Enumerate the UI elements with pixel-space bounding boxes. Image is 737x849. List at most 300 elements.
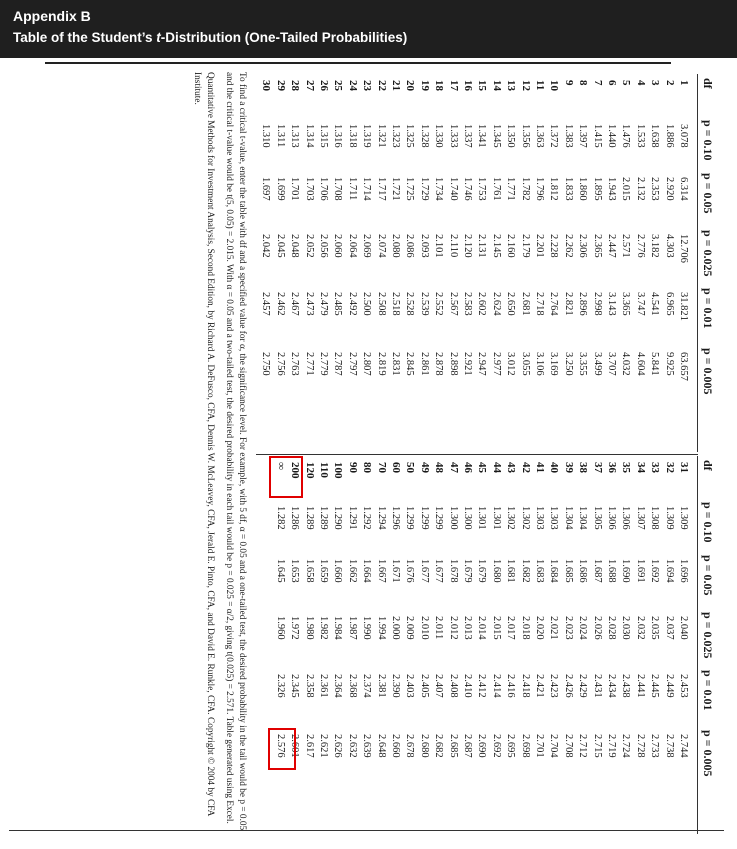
table-cell: 2.787 <box>332 352 344 376</box>
table-title: Table of the Student’s t-Distribution (One-Tailed Probabilities) <box>13 30 408 45</box>
df-cell: 43 <box>505 462 518 473</box>
table-cell: 2.306 <box>577 234 589 258</box>
table-cell: 1.301 <box>476 506 488 530</box>
column-header: p = 0.01 <box>701 670 715 711</box>
table-cell: 1.282 <box>274 506 286 530</box>
table-cell: 2.518 <box>390 292 401 316</box>
table-cell: 2.017 <box>505 616 517 640</box>
table-cell: 3.707 <box>606 352 617 376</box>
table-cell: 2.131 <box>476 234 488 258</box>
table-cell: 1.318 <box>346 124 358 148</box>
table-cell: 1.688 <box>606 559 617 583</box>
table-cell: 1.699 <box>274 177 286 201</box>
table-cell: 2.110 <box>447 234 459 258</box>
table-cell: 1.972 <box>289 616 301 640</box>
table-cell: 1.683 <box>534 559 545 583</box>
table-cell: 2.052 <box>303 234 315 258</box>
table-cell: 2.438 <box>620 674 632 698</box>
table-cell: 1.761 <box>490 177 502 201</box>
table-cell: 1.679 <box>476 559 488 583</box>
df-cell: 50 <box>404 462 417 473</box>
column-header: p = 0.01 <box>701 288 715 329</box>
table-cell: 3.012 <box>505 352 517 376</box>
appendix-label: Appendix B <box>13 8 91 24</box>
table-cell: 1.717 <box>375 177 387 201</box>
table-cell: 1.303 <box>534 506 545 530</box>
table-cell: 2.715 <box>591 734 603 758</box>
table-cell: 2.145 <box>490 234 502 258</box>
table-cell: 2.365 <box>591 234 603 258</box>
table-cell: 2.678 <box>404 734 416 758</box>
table-cell: 1.645 <box>274 559 286 583</box>
column-header: p = 0.05 <box>701 555 715 596</box>
table-cell: 2.040 <box>678 616 689 640</box>
column-divider <box>256 454 698 455</box>
df-cell: 100 <box>332 462 345 479</box>
table-cell: 1.682 <box>519 559 531 583</box>
table-cell: 1.701 <box>289 177 301 201</box>
table-cell: 2.449 <box>663 674 675 698</box>
table-cell: 4.032 <box>620 352 632 376</box>
table-cell: 1.314 <box>303 124 315 148</box>
table-cell: 2.431 <box>591 674 603 698</box>
df-cell: 16 <box>462 80 474 91</box>
table-cell: 2.750 <box>260 352 272 376</box>
table-cell: 2.724 <box>620 734 632 758</box>
table-cell: 1.356 <box>519 124 531 148</box>
table-cell: 1.692 <box>649 559 661 583</box>
table-cell: 4.303 <box>663 234 675 258</box>
table-cell: 2.617 <box>303 734 315 758</box>
df-cell: 24 <box>346 80 359 91</box>
table-cell: 3.182 <box>649 234 661 258</box>
highlight-infinity-df <box>269 456 303 498</box>
df-cell: 31 <box>678 462 690 473</box>
table-cell: 2.412 <box>476 674 488 698</box>
column-header: p = 0.005 <box>701 348 715 395</box>
table-cell: 2.390 <box>390 674 401 698</box>
table-cell: 2.358 <box>303 674 315 698</box>
df-cell: 6 <box>606 80 618 86</box>
table-cell: 3.078 <box>678 124 689 148</box>
table-cell: 31.821 <box>678 292 689 321</box>
table-cell: 2.947 <box>476 352 488 376</box>
table-cell: 2.467 <box>289 292 301 316</box>
table-cell: 2.045 <box>274 234 286 258</box>
table-cell: 2.345 <box>289 674 301 698</box>
table-cell: 2.080 <box>390 234 401 258</box>
table-cell: 1.333 <box>447 124 459 148</box>
table-cell: 2.407 <box>433 674 445 698</box>
df-cell: 17 <box>447 80 460 91</box>
df-cell: 11 <box>534 80 546 91</box>
table-cell: 2.764 <box>548 292 560 316</box>
df-cell: 18 <box>433 80 446 91</box>
table-cell: 3.055 <box>519 352 531 376</box>
table-cell: 2.771 <box>303 352 315 376</box>
table-cell: 1.638 <box>649 124 661 148</box>
df-cell: 3 <box>649 80 662 86</box>
df-cell: 47 <box>447 462 460 473</box>
table-cell: 1.440 <box>606 124 617 148</box>
table-cell: 1.301 <box>490 506 502 530</box>
table-cell: 1.677 <box>433 559 445 583</box>
table-cell: 2.011 <box>433 616 445 640</box>
table-cell: 1.684 <box>548 559 560 583</box>
table-cell: 1.690 <box>620 559 632 583</box>
table-cell: 2.508 <box>375 292 387 316</box>
table-cell: 1.299 <box>433 506 445 530</box>
df-cell: 4 <box>634 80 647 86</box>
highlight-critical-value <box>268 728 296 770</box>
df-cell: 34 <box>634 462 647 473</box>
table-cell: 2.361 <box>318 674 329 698</box>
table-cell: 2.462 <box>274 292 286 316</box>
table-cell: 2.353 <box>649 177 661 201</box>
table-cell: 1.302 <box>519 506 531 530</box>
table-cell: 2.035 <box>649 616 661 640</box>
table-cell: 2.012 <box>447 616 459 640</box>
table-cell: 2.418 <box>519 674 531 698</box>
table-cell: 2.998 <box>591 292 603 316</box>
table-cell: 1.415 <box>591 124 603 148</box>
table-cell: 2.021 <box>548 616 560 640</box>
table-cell: 2.626 <box>332 734 344 758</box>
table-cell: 3.499 <box>591 352 603 376</box>
df-cell: 32 <box>663 462 676 473</box>
table-cell: 2.624 <box>490 292 502 316</box>
table-cell: 2.429 <box>577 674 589 698</box>
table-cell: 2.756 <box>274 352 286 376</box>
table-cell: 2.364 <box>332 674 344 698</box>
table-cell: 2.023 <box>562 616 574 640</box>
table-cell: 1.296 <box>390 506 401 530</box>
table-cell: 2.024 <box>577 616 589 640</box>
table-cell: 2.648 <box>375 734 387 758</box>
df-cell: 1 <box>678 80 690 86</box>
table-cell: 3.365 <box>620 292 632 316</box>
table-cell: 2.132 <box>634 177 646 201</box>
table-cell: 1.691 <box>634 559 646 583</box>
header-rule <box>697 74 698 452</box>
table-cell: 2.014 <box>476 616 488 640</box>
table-cell: 1.341 <box>476 124 488 148</box>
table-cell: 1.305 <box>591 506 603 530</box>
table-cell: 1.299 <box>418 506 430 530</box>
table-cell: 2.262 <box>562 234 574 258</box>
top-rule <box>45 62 671 64</box>
table-cell: 1.653 <box>289 559 301 583</box>
table-cell: 2.685 <box>447 734 459 758</box>
table-cell: 2.896 <box>577 292 589 316</box>
table-cell: 2.426 <box>562 674 574 698</box>
table-cell: 1.984 <box>332 616 344 640</box>
column-header: p = 0.10 <box>701 502 715 543</box>
table-cell: 1.679 <box>462 559 473 583</box>
table-cell: 2.421 <box>534 674 545 698</box>
table-cell: 1.706 <box>318 177 329 201</box>
table-cell: 1.304 <box>562 506 574 530</box>
table-cell: 2.660 <box>390 734 401 758</box>
df-cell: 40 <box>548 462 561 473</box>
df-cell: 9 <box>562 80 575 86</box>
table-cell: 1.300 <box>462 506 473 530</box>
table-cell: 1.321 <box>375 124 387 148</box>
table-cell: 3.106 <box>534 352 545 376</box>
table-cell: 2.738 <box>663 734 675 758</box>
table-cell: 2.048 <box>289 234 301 258</box>
df-cell: 23 <box>361 80 374 91</box>
table-cell: 1.982 <box>318 616 329 640</box>
df-cell: 45 <box>476 462 489 473</box>
df-cell: 20 <box>404 80 417 91</box>
df-cell: 10 <box>548 80 561 91</box>
table-cell: 2.381 <box>375 674 387 698</box>
table-cell: 2.712 <box>577 734 589 758</box>
table-cell: 2.179 <box>519 234 531 258</box>
header-rule <box>697 456 698 834</box>
table-cell: 1.311 <box>274 124 286 148</box>
table-cell: 12.706 <box>678 234 689 263</box>
df-cell: 33 <box>649 462 662 473</box>
table-cell: 2.695 <box>505 734 517 758</box>
footnote-instructions: To find a critical t-value, enter the table with df and a specified value for α, the significance level. For example, with 5 df, α = 0.05 and a one-tailed test, the desired probability in the tail would be p = 0.05 and the critical t-value would be t(5, 0.05) = 2.015. With α = 0.05 and a two-tailed test, the desired probability in each tail would be p = 0.025 = α/2, giving t(0.025) = 2.571. Table generated using Excel. <box>224 72 247 831</box>
df-cell: 200 <box>289 462 302 479</box>
table-cell: 1.323 <box>390 124 401 148</box>
table-cell: 2.473 <box>303 292 315 316</box>
table-cell: 1.330 <box>433 124 445 148</box>
table-cell: 1.994 <box>375 616 387 640</box>
table-cell: 2.201 <box>534 234 545 258</box>
table-cell: 2.682 <box>433 734 445 758</box>
df-cell: 70 <box>375 462 388 473</box>
table-cell: 1.990 <box>361 616 373 640</box>
table-cell: 2.690 <box>476 734 488 758</box>
table-cell: 1.676 <box>404 559 416 583</box>
df-cell: 26 <box>318 80 330 91</box>
df-cell: 46 <box>462 462 474 473</box>
table-cell: 2.013 <box>462 616 473 640</box>
table-cell: 1.315 <box>318 124 329 148</box>
table-cell: 2.821 <box>562 292 574 316</box>
table-cell: 1.303 <box>548 506 560 530</box>
table-cell: 2.632 <box>346 734 358 758</box>
table-cell: 1.372 <box>548 124 560 148</box>
table-cell: 2.500 <box>361 292 373 316</box>
table-cell: 1.310 <box>260 124 272 148</box>
table-cell: 1.292 <box>361 506 373 530</box>
table-cell: 1.987 <box>346 616 358 640</box>
table-cell: 2.776 <box>634 234 646 258</box>
table-cell: 1.325 <box>404 124 416 148</box>
table-cell: 1.662 <box>346 559 358 583</box>
table-cell: 1.860 <box>577 177 589 201</box>
table-cell: 1.812 <box>548 177 560 201</box>
table-cell: 1.714 <box>361 177 373 201</box>
table-cell: 3.143 <box>606 292 617 316</box>
table-cell: 2.492 <box>346 292 358 316</box>
table-cell: 2.228 <box>548 234 560 258</box>
table-cell: 2.042 <box>260 234 272 258</box>
table-cell: 1.667 <box>375 559 387 583</box>
footnote-source: Quantitative Methods for Investment Analysis, Second Edition, by Richard A. DeFusco, CFA, Dennis W. McLeavey, CFA, Jerald E. Pinto, CFA, and David E. Runkle, CFA. Copyright © 2004 by CFA Institute. <box>192 72 215 816</box>
table-cell: 2.878 <box>433 352 445 376</box>
table-cell: 2.009 <box>404 616 416 640</box>
table-cell: 2.528 <box>404 292 416 316</box>
df-cell: 36 <box>606 462 618 473</box>
df-cell: 35 <box>620 462 633 473</box>
table-cell: 2.861 <box>418 352 430 376</box>
table-cell: 1.337 <box>462 124 473 148</box>
table-cell: 1.708 <box>332 177 344 201</box>
table-cell: 5.841 <box>649 352 661 376</box>
table-cell: 2.074 <box>375 234 387 258</box>
df-cell: 8 <box>577 80 590 86</box>
table-cell: 2.687 <box>462 734 473 758</box>
column-header: df <box>701 460 715 471</box>
df-cell: 80 <box>361 462 374 473</box>
table-cell: 2.763 <box>289 352 301 376</box>
table-cell: 2.457 <box>260 292 272 316</box>
table-cell: 2.064 <box>346 234 358 258</box>
table-cell: 2.086 <box>404 234 416 258</box>
table-cell: 1.328 <box>418 124 430 148</box>
table-cell: 1.740 <box>447 177 459 201</box>
table-cell: 1.687 <box>591 559 603 583</box>
table-cell: 2.708 <box>562 734 574 758</box>
table-cell: 2.583 <box>462 292 473 316</box>
table-cell: 1.300 <box>447 506 459 530</box>
table-cell: 1.686 <box>577 559 589 583</box>
table-cell: 1.677 <box>418 559 430 583</box>
table-cell: 2.576 <box>274 734 286 758</box>
table-cell: 1.306 <box>606 506 617 530</box>
table-cell: 1.703 <box>303 177 315 201</box>
table-cell: 1.671 <box>390 559 401 583</box>
table-cell: 1.753 <box>476 177 488 201</box>
df-cell: 27 <box>303 80 316 91</box>
table-cell: 1.309 <box>663 506 675 530</box>
table-cell: 2.028 <box>606 616 617 640</box>
df-cell: 30 <box>260 80 273 91</box>
table-cell: 2.719 <box>606 734 617 758</box>
table-cell: 2.101 <box>433 234 445 258</box>
table-cell: 2.069 <box>361 234 373 258</box>
table-cell: 2.733 <box>649 734 661 758</box>
table-cell: 2.120 <box>462 234 473 258</box>
table-cell: 2.779 <box>318 352 329 376</box>
table-cell: 1.980 <box>303 616 315 640</box>
table-cell: 2.898 <box>447 352 459 376</box>
df-cell: 42 <box>519 462 532 473</box>
table-cell: 1.345 <box>490 124 502 148</box>
table-cell: 1.289 <box>318 506 329 530</box>
table-cell: 2.018 <box>519 616 531 640</box>
table-cell: 1.307 <box>634 506 646 530</box>
table-cell: 2.921 <box>462 352 473 376</box>
table-cell: 2.621 <box>318 734 329 758</box>
df-cell: 41 <box>534 462 546 473</box>
table-cell: 3.169 <box>548 352 560 376</box>
table-cell: 3.250 <box>562 352 574 376</box>
table-cell: 1.306 <box>620 506 632 530</box>
column-header: p = 0.10 <box>701 120 715 161</box>
table-cell: 2.567 <box>447 292 459 316</box>
table-cell: 2.405 <box>418 674 430 698</box>
table-cell: 2.414 <box>490 674 502 698</box>
table-cell: 1.316 <box>332 124 344 148</box>
df-cell: 14 <box>490 80 503 91</box>
column-header: p = 0.025 <box>701 612 715 659</box>
df-cell: 28 <box>289 80 302 91</box>
table-cell: 3.747 <box>634 292 646 316</box>
table-cell: 1.299 <box>404 506 416 530</box>
table-cell: 2.160 <box>505 234 517 258</box>
table-cell: 2.020 <box>534 616 545 640</box>
df-cell: 38 <box>577 462 590 473</box>
table-cell: 2.701 <box>534 734 545 758</box>
table-cell: 2.093 <box>418 234 430 258</box>
rotated-t-table <box>78 70 718 840</box>
table-cell: 1.697 <box>260 177 272 201</box>
appendix-header <box>0 0 737 58</box>
table-cell: 2.060 <box>332 234 344 258</box>
table-cell: 1.796 <box>534 177 545 201</box>
table-cell: 2.728 <box>634 734 646 758</box>
table-cell: 4.604 <box>634 352 646 376</box>
table-cell: 2.403 <box>404 674 416 698</box>
table-cell: 2.807 <box>361 352 373 376</box>
table-cell: 1.383 <box>562 124 574 148</box>
table-cell: 2.030 <box>620 616 632 640</box>
df-cell: 39 <box>562 462 575 473</box>
table-cell: 2.416 <box>505 674 517 698</box>
df-cell: 37 <box>591 462 604 473</box>
table-cell: 1.308 <box>649 506 661 530</box>
table-cell: 3.355 <box>577 352 589 376</box>
table-cell: 2.977 <box>490 352 502 376</box>
df-cell: 12 <box>519 80 532 91</box>
df-cell: 110 <box>318 462 330 478</box>
table-cell: 1.960 <box>274 616 286 640</box>
table-cell: 1.678 <box>447 559 459 583</box>
table-cell: 2.692 <box>490 734 502 758</box>
table-cell: 2.368 <box>346 674 358 698</box>
df-cell: 29 <box>274 80 287 91</box>
table-cell: 1.771 <box>505 177 517 201</box>
table-cell: 1.746 <box>462 177 473 201</box>
table-cell: 2.680 <box>418 734 430 758</box>
table-cell: 2.434 <box>606 674 617 698</box>
df-cell: 19 <box>418 80 431 91</box>
table-cell: 1.290 <box>332 506 344 530</box>
df-cell: 13 <box>505 80 518 91</box>
table-cell: 2.681 <box>519 292 531 316</box>
table-cell: 2.639 <box>361 734 373 758</box>
table-cell: 1.886 <box>663 124 675 148</box>
table-cell: 1.363 <box>534 124 545 148</box>
table-cell: 1.694 <box>663 559 675 583</box>
df-cell: 120 <box>303 462 316 479</box>
table-cell: 2.374 <box>361 674 373 698</box>
table-cell: 1.658 <box>303 559 315 583</box>
column-header: p = 0.05 <box>701 173 715 214</box>
table-cell: 1.664 <box>361 559 373 583</box>
table-cell: 2.552 <box>433 292 445 316</box>
table-cell: 6.965 <box>663 292 675 316</box>
df-cell: 90 <box>346 462 359 473</box>
table-cell: 2.650 <box>505 292 517 316</box>
